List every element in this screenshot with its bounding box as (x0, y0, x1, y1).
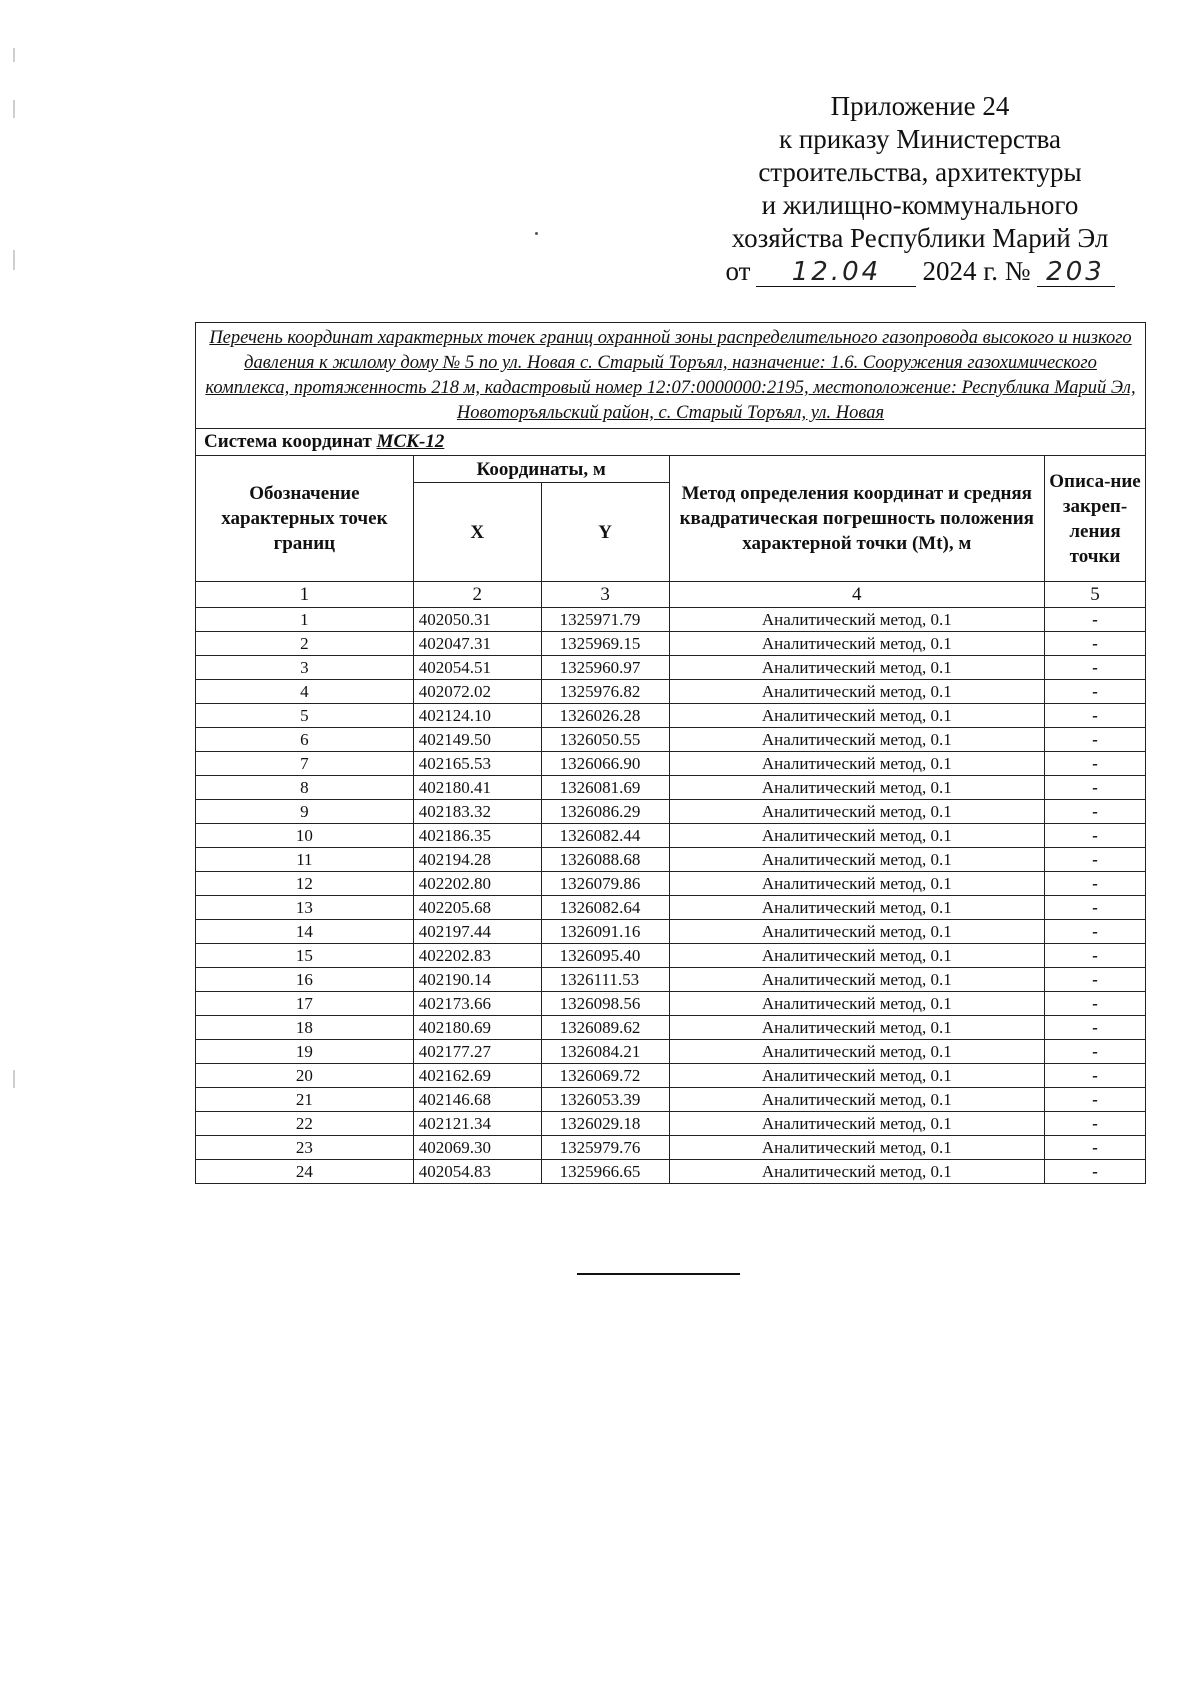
description-cell: - (1045, 1064, 1146, 1088)
description-cell: - (1045, 968, 1146, 992)
x-coordinate-cell: 402202.80 (413, 872, 541, 896)
description-cell: - (1045, 824, 1146, 848)
x-coordinate-cell: 402054.51 (413, 656, 541, 680)
header-line: и жилищно-коммунального (761, 190, 1079, 220)
table-row (196, 848, 1146, 872)
description-cell: - (1045, 896, 1146, 920)
order-header (690, 90, 1150, 288)
table-row (196, 776, 1146, 800)
point-id-cell: 7 (196, 752, 414, 776)
method-cell: Аналитический метод, 0.1 (669, 704, 1044, 728)
table-row (196, 1160, 1146, 1184)
method-cell: Аналитический метод, 0.1 (669, 728, 1044, 752)
x-coordinate-cell: 402173.66 (413, 992, 541, 1016)
x-coordinate-cell: 402054.83 (413, 1160, 541, 1184)
point-id-cell: 10 (196, 824, 414, 848)
y-coordinate-cell: 1326069.72 (541, 1064, 669, 1088)
method-cell: Аналитический метод, 0.1 (669, 944, 1044, 968)
table-row (196, 824, 1146, 848)
header-line: к приказу Министерства (778, 124, 1062, 154)
point-id-cell: 12 (196, 872, 414, 896)
y-coordinate-cell: 1326082.44 (541, 824, 669, 848)
y-coordinate-cell: 1326082.64 (541, 896, 669, 920)
x-coordinate-cell: 402050.31 (413, 608, 541, 632)
x-coordinate-cell: 402197.44 (413, 920, 541, 944)
point-id-cell: 21 (196, 1088, 414, 1112)
point-id-cell: 3 (196, 656, 414, 680)
table-row (196, 1088, 1146, 1112)
y-coordinate-cell: 1326111.53 (541, 968, 669, 992)
point-id-cell: 9 (196, 800, 414, 824)
method-cell: Аналитический метод, 0.1 (669, 752, 1044, 776)
table-row (196, 944, 1146, 968)
column-number: 5 (1045, 582, 1146, 608)
method-cell: Аналитический метод, 0.1 (669, 1112, 1044, 1136)
description-cell: - (1045, 1136, 1146, 1160)
table-body (196, 608, 1146, 1184)
point-id-cell: 20 (196, 1064, 414, 1088)
description-cell: - (1045, 992, 1146, 1016)
description-cell: - (1045, 800, 1146, 824)
description-cell: - (1045, 680, 1146, 704)
description-cell: - (1045, 1112, 1146, 1136)
method-cell: Аналитический метод, 0.1 (669, 992, 1044, 1016)
table-row (196, 680, 1146, 704)
x-coordinate-cell: 402121.34 (413, 1112, 541, 1136)
method-cell: Аналитический метод, 0.1 (669, 680, 1044, 704)
year-text: 2024 г. № (922, 256, 1031, 286)
col-header-desc: Описа-ние закреп-ления точки (1045, 456, 1146, 582)
y-coordinate-cell: 1325960.97 (541, 656, 669, 680)
method-cell: Аналитический метод, 0.1 (669, 800, 1044, 824)
description-cell: - (1045, 944, 1146, 968)
col-header-coords: Координаты, м (413, 456, 669, 483)
table-row (196, 1064, 1146, 1088)
col-header-method: Метод определения координат и средняя квадратическая погрешность положения характерной точки (Mt), м (669, 456, 1044, 582)
header-line: хозяйства Республики Марий Эл (731, 223, 1109, 253)
method-cell: Аналитический метод, 0.1 (669, 824, 1044, 848)
y-coordinate-cell: 1325971.79 (541, 608, 669, 632)
crs-row (196, 429, 1146, 456)
y-coordinate-cell: 1325966.65 (541, 1160, 669, 1184)
point-id-cell: 8 (196, 776, 414, 800)
y-coordinate-cell: 1326088.68 (541, 848, 669, 872)
x-coordinate-cell: 402177.27 (413, 1040, 541, 1064)
col-header-point: Обозначение характерных точек границ (196, 456, 414, 582)
description-cell: - (1045, 1088, 1146, 1112)
y-coordinate-cell: 1326029.18 (541, 1112, 669, 1136)
y-coordinate-cell: 1326089.62 (541, 1016, 669, 1040)
method-cell: Аналитический метод, 0.1 (669, 1160, 1044, 1184)
column-number: 4 (669, 582, 1044, 608)
description-cell: - (1045, 1160, 1146, 1184)
table-row (196, 632, 1146, 656)
point-id-cell: 15 (196, 944, 414, 968)
x-coordinate-cell: 402124.10 (413, 704, 541, 728)
header-line: Приложение 24 (830, 91, 1010, 121)
description-cell: - (1045, 704, 1146, 728)
method-cell: Аналитический метод, 0.1 (669, 848, 1044, 872)
method-cell: Аналитический метод, 0.1 (669, 1016, 1044, 1040)
scan-margin-mark (13, 250, 15, 270)
column-number-row (196, 582, 1146, 608)
description-cell: - (1045, 872, 1146, 896)
y-coordinate-cell: 1325976.82 (541, 680, 669, 704)
point-id-cell: 11 (196, 848, 414, 872)
point-id-cell: 1 (196, 608, 414, 632)
y-coordinate-cell: 1326098.56 (541, 992, 669, 1016)
point-id-cell: 13 (196, 896, 414, 920)
table-row (196, 728, 1146, 752)
point-id-cell: 5 (196, 704, 414, 728)
table-row (196, 800, 1146, 824)
table-row (196, 1016, 1146, 1040)
x-coordinate-cell: 402146.68 (413, 1088, 541, 1112)
coordinates-table (195, 322, 1146, 1184)
method-cell: Аналитический метод, 0.1 (669, 1064, 1044, 1088)
y-coordinate-cell: 1326050.55 (541, 728, 669, 752)
y-coordinate-cell: 1326091.16 (541, 920, 669, 944)
column-number: 1 (196, 582, 414, 608)
table-row (196, 968, 1146, 992)
point-id-cell: 14 (196, 920, 414, 944)
x-coordinate-cell: 402180.69 (413, 1016, 541, 1040)
method-cell: Аналитический метод, 0.1 (669, 776, 1044, 800)
column-number: 2 (413, 582, 541, 608)
x-coordinate-cell: 402165.53 (413, 752, 541, 776)
table-row (196, 872, 1146, 896)
point-id-cell: 16 (196, 968, 414, 992)
y-coordinate-cell: 1326053.39 (541, 1088, 669, 1112)
x-coordinate-cell: 402149.50 (413, 728, 541, 752)
x-coordinate-cell: 402190.14 (413, 968, 541, 992)
table-row (196, 1112, 1146, 1136)
point-id-cell: 24 (196, 1160, 414, 1184)
scan-speck (535, 232, 538, 235)
title-row (196, 323, 1146, 429)
description-cell: - (1045, 776, 1146, 800)
x-coordinate-cell: 402180.41 (413, 776, 541, 800)
table-row (196, 992, 1146, 1016)
point-id-cell: 23 (196, 1136, 414, 1160)
y-coordinate-cell: 1326084.21 (541, 1040, 669, 1064)
method-cell: Аналитический метод, 0.1 (669, 1040, 1044, 1064)
description-cell: - (1045, 752, 1146, 776)
order-date-line (690, 255, 1150, 288)
x-coordinate-cell: 402047.31 (413, 632, 541, 656)
x-coordinate-cell: 402072.02 (413, 680, 541, 704)
method-cell: Аналитический метод, 0.1 (669, 872, 1044, 896)
x-coordinate-cell: 402186.35 (413, 824, 541, 848)
scan-margin-mark (13, 48, 15, 62)
y-coordinate-cell: 1325979.76 (541, 1136, 669, 1160)
method-cell: Аналитический метод, 0.1 (669, 968, 1044, 992)
header-line: строительства, архитектуры (758, 157, 1082, 187)
y-coordinate-cell: 1326066.90 (541, 752, 669, 776)
table-title: Перечень координат характерных точек границ охранной зоны распределительного газопровода высокого и низкого давления к жилому дому № 5 по ул. Новая с. Старый Торъял, назначение: 1.6. Сооружения газохимического комплекса, протяженность 218 м, кадастровый номер 12:07:0000000:2195, местоположение: Республика Марий Эл, Новоторъяльский район, с. Старый Торъял, ул. Новая (196, 323, 1146, 429)
x-coordinate-cell: 402202.83 (413, 944, 541, 968)
handwritten-order-number: 203 (1037, 258, 1115, 287)
description-cell: - (1045, 608, 1146, 632)
point-id-cell: 4 (196, 680, 414, 704)
crs-label: Система координат (204, 431, 372, 452)
y-coordinate-cell: 1325969.15 (541, 632, 669, 656)
col-header-x: X (413, 483, 541, 582)
table-row (196, 656, 1146, 680)
point-id-cell: 19 (196, 1040, 414, 1064)
col-header-y: Y (541, 483, 669, 582)
description-cell: - (1045, 728, 1146, 752)
scan-margin-mark (13, 1070, 15, 1088)
description-cell: - (1045, 1016, 1146, 1040)
table-row (196, 704, 1146, 728)
method-cell: Аналитический метод, 0.1 (669, 632, 1044, 656)
method-cell: Аналитический метод, 0.1 (669, 656, 1044, 680)
y-coordinate-cell: 1326026.28 (541, 704, 669, 728)
point-id-cell: 17 (196, 992, 414, 1016)
method-cell: Аналитический метод, 0.1 (669, 1136, 1044, 1160)
scan-margin-mark (13, 100, 15, 118)
y-coordinate-cell: 1326095.40 (541, 944, 669, 968)
x-coordinate-cell: 402205.68 (413, 896, 541, 920)
description-cell: - (1045, 632, 1146, 656)
table-row (196, 752, 1146, 776)
y-coordinate-cell: 1326081.69 (541, 776, 669, 800)
x-coordinate-cell: 402183.32 (413, 800, 541, 824)
header-row (196, 456, 1146, 483)
point-id-cell: 2 (196, 632, 414, 656)
description-cell: - (1045, 848, 1146, 872)
x-coordinate-cell: 402194.28 (413, 848, 541, 872)
description-cell: - (1045, 1040, 1146, 1064)
y-coordinate-cell: 1326086.29 (541, 800, 669, 824)
handwritten-date: 12.04 (756, 258, 916, 287)
description-cell: - (1045, 920, 1146, 944)
y-coordinate-cell: 1326079.86 (541, 872, 669, 896)
method-cell: Аналитический метод, 0.1 (669, 920, 1044, 944)
description-cell: - (1045, 656, 1146, 680)
method-cell: Аналитический метод, 0.1 (669, 608, 1044, 632)
table-row (196, 1136, 1146, 1160)
table-row (196, 608, 1146, 632)
point-id-cell: 6 (196, 728, 414, 752)
method-cell: Аналитический метод, 0.1 (669, 896, 1044, 920)
date-prefix: от (725, 256, 751, 286)
x-coordinate-cell: 402162.69 (413, 1064, 541, 1088)
method-cell: Аналитический метод, 0.1 (669, 1088, 1044, 1112)
column-number: 3 (541, 582, 669, 608)
end-separator-line (577, 1273, 740, 1275)
point-id-cell: 18 (196, 1016, 414, 1040)
point-id-cell: 22 (196, 1112, 414, 1136)
x-coordinate-cell: 402069.30 (413, 1136, 541, 1160)
table-row (196, 1040, 1146, 1064)
table-row (196, 920, 1146, 944)
coordinate-system (196, 429, 1146, 456)
table-row (196, 896, 1146, 920)
crs-value: МСК-12 (376, 431, 445, 452)
